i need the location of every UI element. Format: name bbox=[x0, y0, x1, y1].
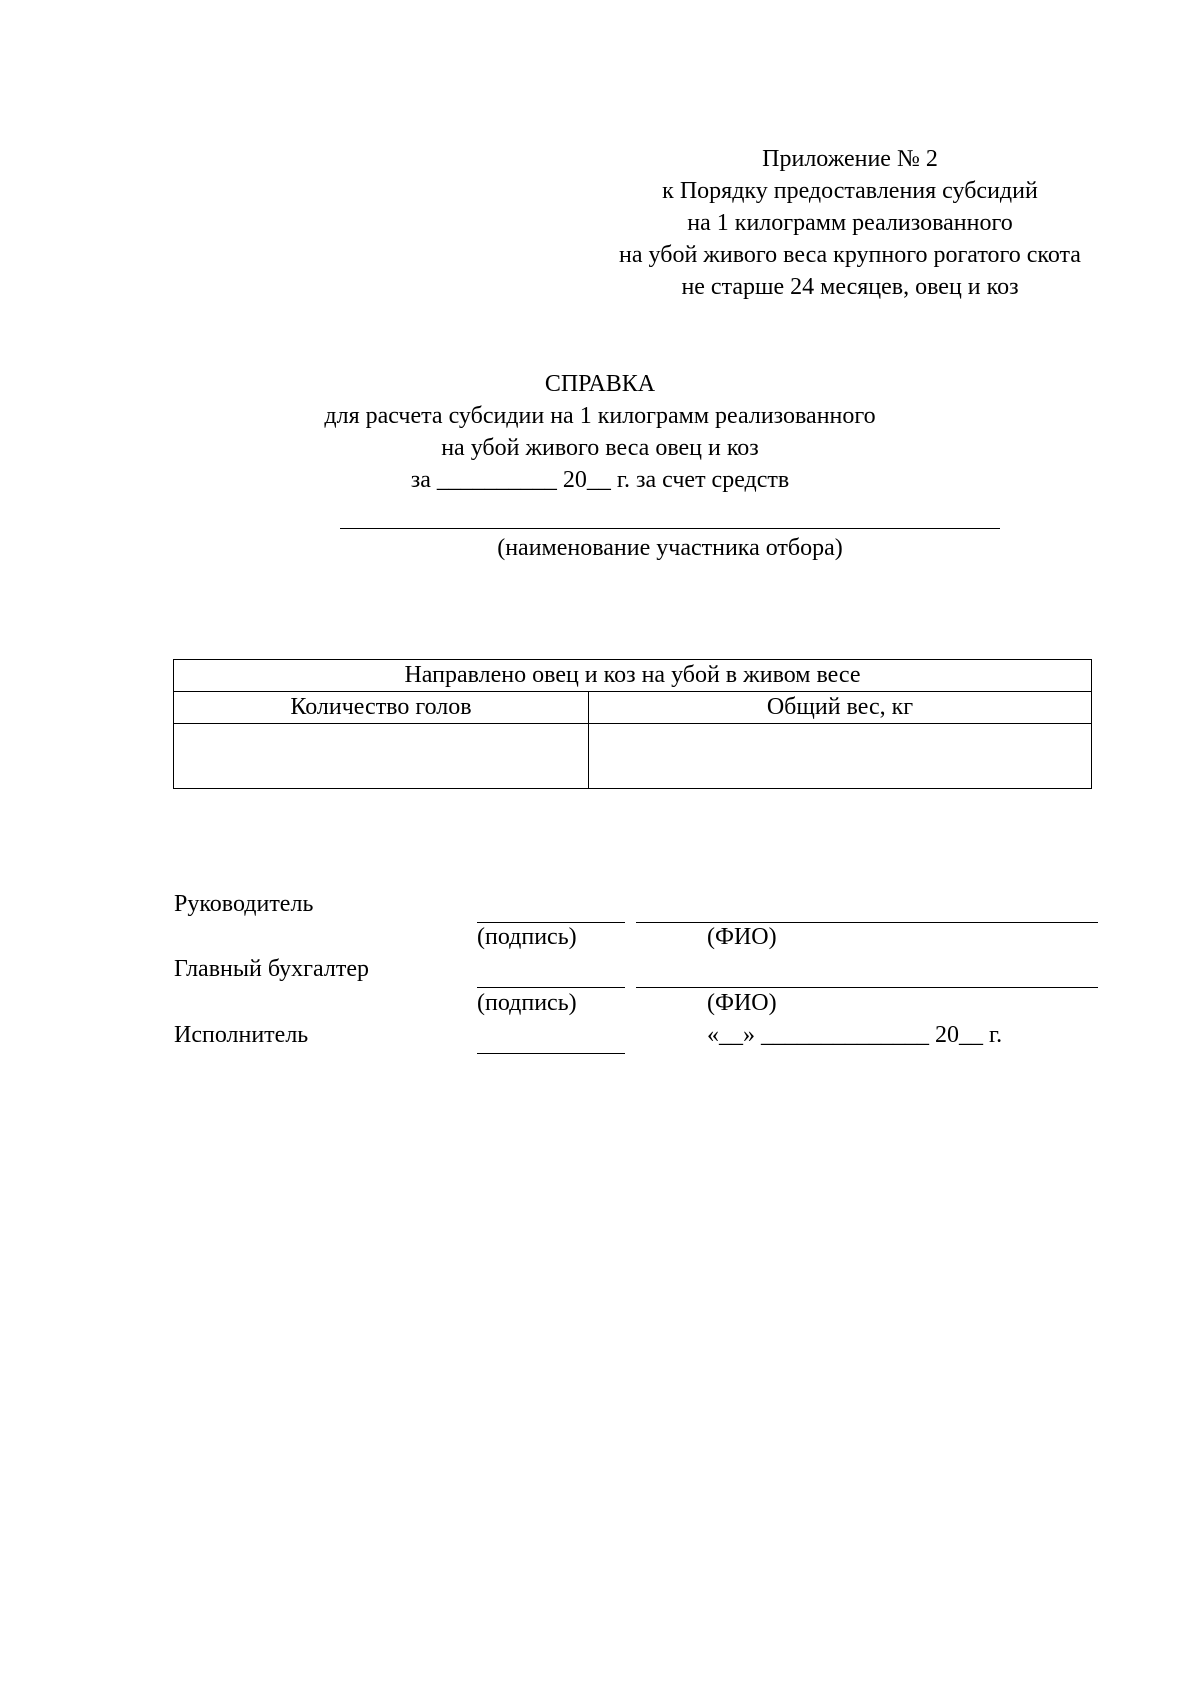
table-group-header: Направлено овец и коз на убой в живом весе bbox=[174, 660, 1092, 692]
certificate-subtitle-line: на убой живого веса овец и коз bbox=[441, 435, 759, 461]
certificate-subtitle-line: для расчета субсидии на 1 килограмм реализованного bbox=[324, 403, 876, 429]
certificate-title-block bbox=[300, 368, 900, 496]
livestock-table bbox=[173, 659, 1092, 789]
accountant-name-caption: (ФИО) bbox=[707, 990, 777, 1016]
executor-label: Исполнитель bbox=[174, 1022, 309, 1048]
accountant-label: Главный бухгалтер bbox=[174, 956, 369, 982]
appendix-line: на 1 килограмм реализованного bbox=[687, 210, 1013, 236]
head-signature-caption: (подпись) bbox=[477, 924, 577, 950]
total-weight-cell[interactable] bbox=[589, 724, 1092, 789]
executor-signature-line[interactable] bbox=[477, 1053, 625, 1054]
table-row bbox=[174, 724, 1092, 789]
appendix-header bbox=[600, 143, 1100, 303]
accountant-name-line[interactable] bbox=[636, 987, 1098, 988]
head-count-cell[interactable] bbox=[174, 724, 589, 789]
head-label: Руководитель bbox=[174, 891, 314, 917]
appendix-line: к Порядку предоставления субсидий bbox=[662, 178, 1038, 204]
accountant-signature-caption: (подпись) bbox=[477, 990, 577, 1016]
column-header-head-count: Количество голов bbox=[174, 692, 589, 724]
certificate-heading: СПРАВКА bbox=[544, 371, 656, 397]
head-name-caption: (ФИО) bbox=[707, 924, 777, 950]
participant-name-line[interactable] bbox=[340, 528, 1000, 529]
table-column-header-row bbox=[174, 692, 1092, 724]
certificate-period-line: за __________ 20__ г. за счет средств bbox=[410, 467, 790, 493]
executor-date-line[interactable]: «__» ______________ 20__ г. bbox=[707, 1022, 1003, 1048]
table-header-row bbox=[174, 660, 1092, 692]
head-name-line[interactable] bbox=[636, 922, 1098, 923]
column-header-total-weight: Общий вес, кг bbox=[589, 692, 1092, 724]
appendix-line: Приложение № 2 bbox=[762, 146, 938, 172]
appendix-line: не старше 24 месяцев, овец и коз bbox=[681, 274, 1019, 300]
appendix-line: на убой живого веса крупного рогатого скота bbox=[619, 242, 1081, 268]
participant-caption: (наименование участника отбора) bbox=[497, 535, 843, 561]
